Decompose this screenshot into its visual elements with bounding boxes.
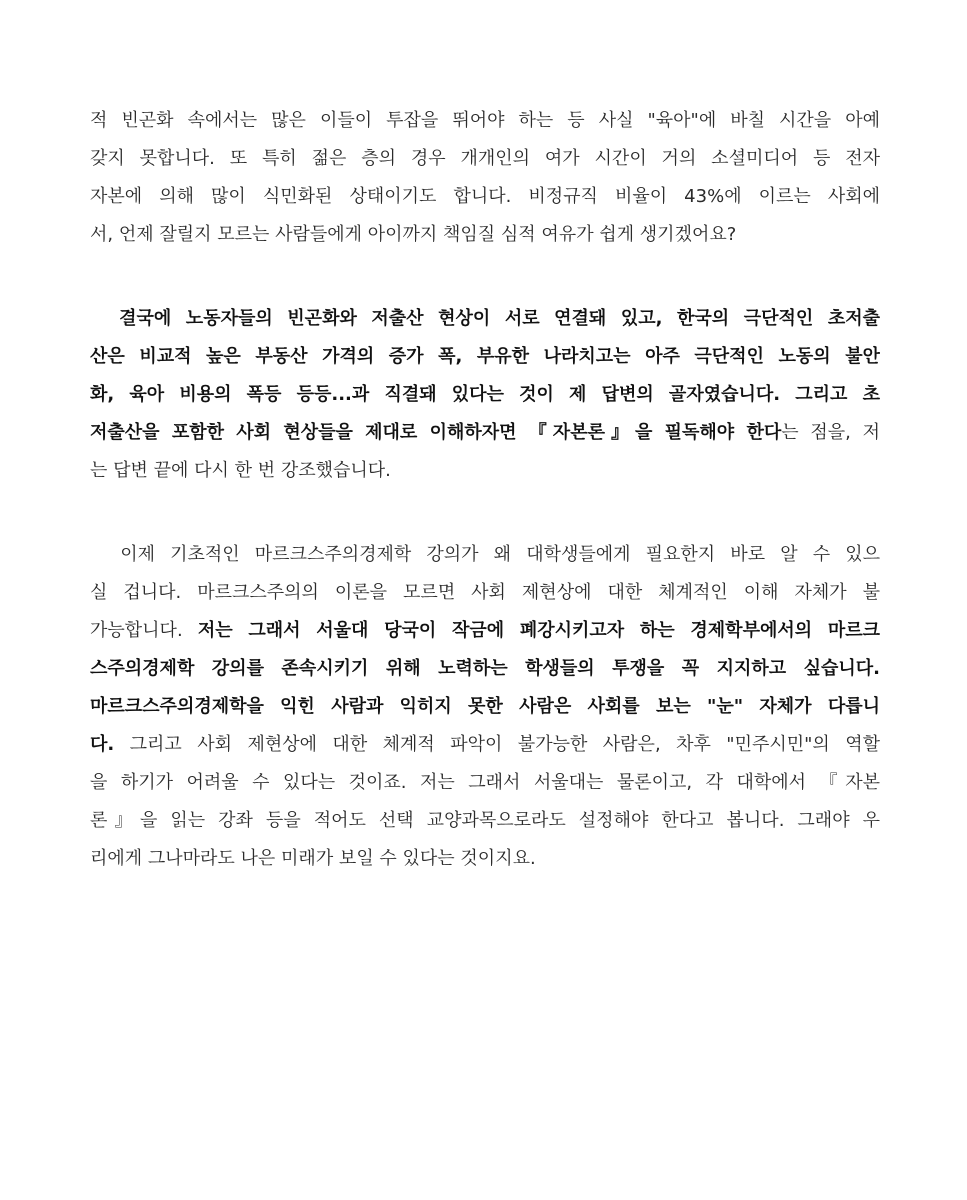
article-body (90, 102, 880, 878)
bold-text-segment: 저출산을 포함한 사회 현상들을 제대로 이해하자면 『자본론』을 필독해야 한다 (90, 422, 782, 443)
paragraph-gap (90, 490, 880, 536)
text-line (90, 840, 880, 878)
text-line (90, 650, 880, 688)
text-segment: 는 답변 끝에 다시 한 번 강조했습니다. (90, 460, 391, 481)
text-line (90, 216, 880, 254)
text-segment: 그리고 사회 제현상에 대한 체계적 파악이 불가능한 사람은, 차후 "민주시민"의 역할 (114, 734, 880, 755)
text-line (90, 300, 880, 338)
bold-text-segment: 마르크스주의경제학을 익힌 사람과 익히지 못한 사람은 사회를 보는 "눈" 자체가 다릅니 (90, 696, 880, 717)
text-segment: 서, 언제 잘릴지 모르는 사람들에게 아이까지 책임질 심적 여유가 쉽게 생기겠어요? (90, 224, 737, 245)
bold-text-segment: 산은 비교적 높은 부동산 가격의 증가 폭, 부유한 나라치고는 아주 극단적인 노동의 불안 (90, 346, 880, 367)
text-segment: 리에게 그나마라도 나은 미래가 보일 수 있다는 것이지요. (90, 848, 536, 869)
paragraph-1 (90, 102, 880, 254)
bold-text-segment: 화, 육아 비용의 폭등 등등...과 직결돼 있다는 것이 제 답변의 골자였습니다. 그리고 초 (90, 384, 880, 405)
text-line (90, 376, 880, 414)
text-line (90, 688, 880, 726)
bold-text-segment: 스주의경제학 강의를 존속시키기 위해 노력하는 학생들의 투쟁을 꼭 지지하고 싶습니다. (90, 658, 880, 679)
text-segment: 이제 기초적인 마르크스주의경제학 강의가 왜 대학생들에게 필요한지 바로 알 수 있으 (90, 544, 880, 565)
text-line (90, 536, 880, 574)
paragraph-2 (90, 300, 880, 490)
text-line (90, 802, 880, 840)
text-line (90, 612, 880, 650)
text-line (90, 726, 880, 764)
bold-text-segment: 결국에 노동자들의 빈곤화와 저출산 현상이 서로 연결돼 있고, 한국의 극단적인 초저출 (90, 308, 880, 329)
text-segment: 는 점을, 저 (781, 422, 880, 443)
bold-text-segment: 저는 그래서 서울대 당국이 작금에 폐강시키고자 하는 경제학부에서의 마르크 (197, 620, 880, 641)
text-line (90, 414, 880, 452)
paragraph-3 (90, 536, 880, 878)
text-line (90, 764, 880, 802)
text-segment: 가능합니다. (90, 620, 198, 641)
text-line (90, 102, 880, 140)
paragraph-gap (90, 254, 880, 300)
text-line (90, 140, 880, 178)
text-line (90, 178, 880, 216)
text-line (90, 452, 880, 490)
text-segment: 실 겁니다. 마르크스주의의 이론을 모르면 사회 제현상에 대한 체계적인 이해 자체가 불 (90, 582, 880, 603)
text-segment: 을 하기가 어려울 수 있다는 것이죠. 저는 그래서 서울대는 물론이고, 각 대학에서 『자본 (90, 772, 880, 793)
bold-text-segment: 다. (90, 734, 115, 755)
text-line (90, 338, 880, 376)
text-segment: 자본에 의해 많이 식민화된 상태이기도 합니다. 비정규직 비율이 43%에 이르는 사회에 (90, 186, 880, 207)
text-segment: 론』을 읽는 강좌 등을 적어도 선택 교양과목으로라도 설정해야 한다고 봅니다. 그래야 우 (90, 810, 880, 831)
text-segment: 적 빈곤화 속에서는 많은 이들이 투잡을 뛰어야 하는 등 사실 "육아"에 바칠 시간을 아예 (90, 110, 880, 131)
text-segment: 갖지 못합니다. 또 특히 젊은 층의 경우 개개인의 여가 시간이 거의 소셜미디어 등 전자 (90, 148, 880, 169)
text-line (90, 574, 880, 612)
